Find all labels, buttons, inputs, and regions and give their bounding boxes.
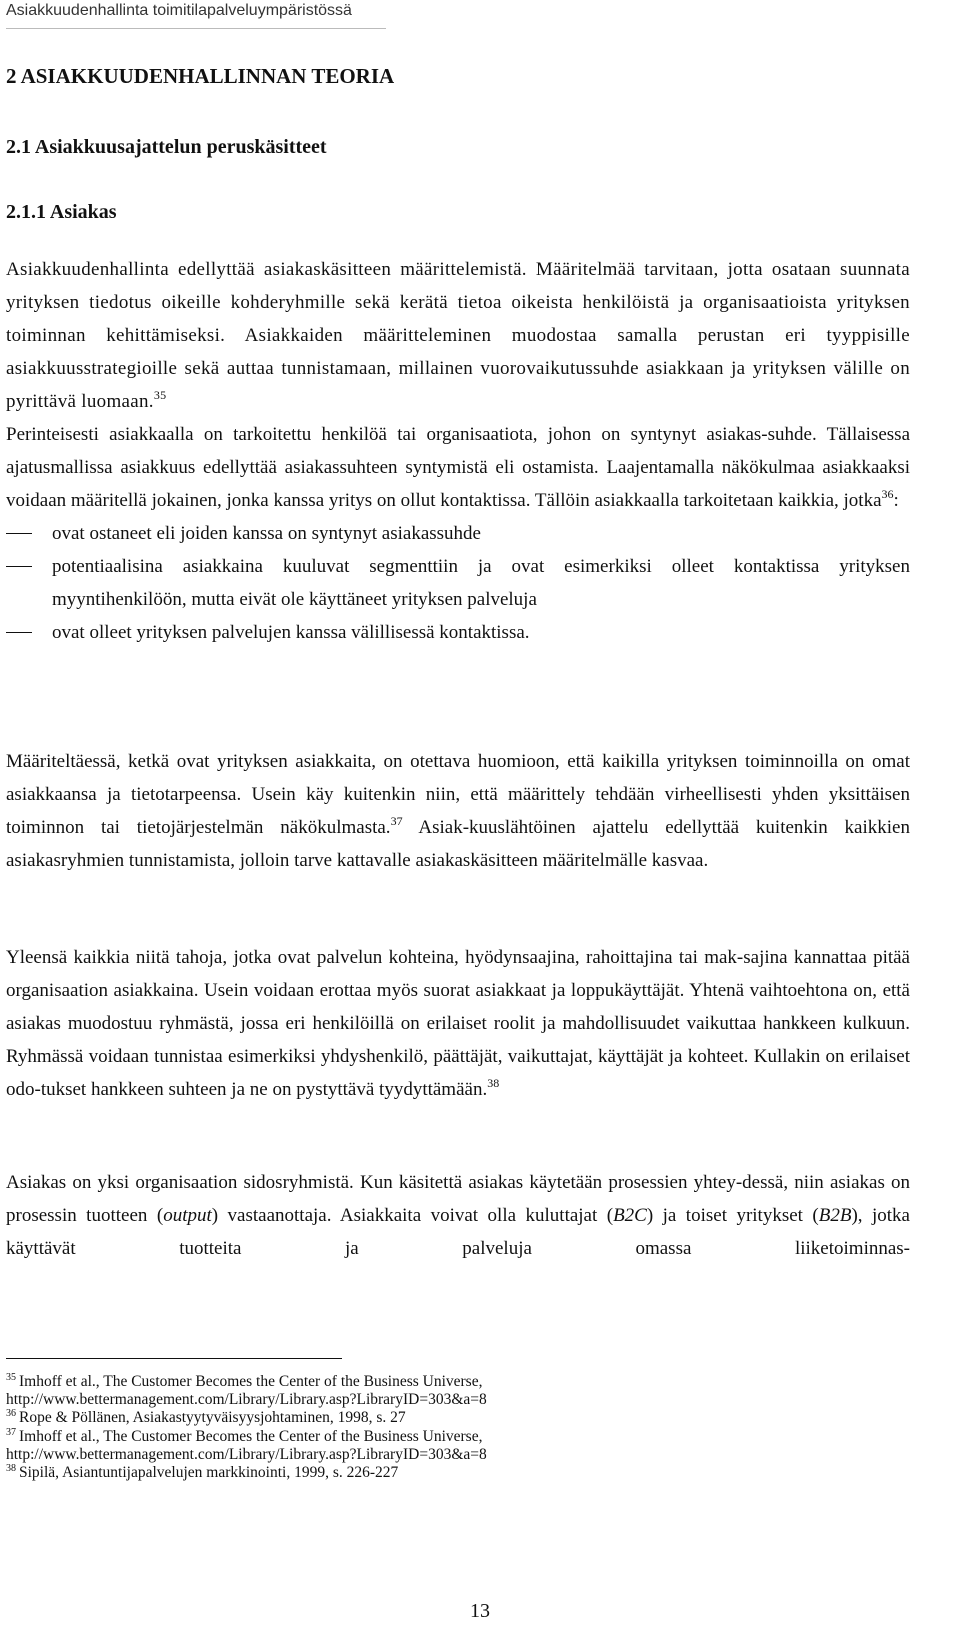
footnote-number: 38 [6, 1463, 16, 1475]
dash-bullet-icon [6, 533, 32, 534]
term-b2c: B2C [613, 1205, 647, 1226]
footnote-text: Imhoff et al., The Customer Becomes the Center of the Business Universe, [19, 1427, 483, 1445]
page-number: 13 [470, 1600, 490, 1622]
bullet-list [6, 517, 910, 649]
footnote-continuation [6, 1391, 906, 1409]
paragraph-group-customer-definition [6, 253, 910, 649]
paragraph-text: Asiak-kuuslähtöinen ajattelu edellyttää kuitenkin kaikkien asiakasryhmien tunnistamista, jolloin tarve kattavalle asiakaskäsitteen määritelmälle kasvaa. [6, 817, 910, 871]
running-header: Asiakkuudenhallinta toimitilapalveluympäristössä [6, 2, 352, 19]
list-item [6, 616, 910, 649]
footnote [6, 1464, 906, 1482]
footnote-text: Sipilä, Asiantuntijapalvelujen markkinointi, 1999, s. 226-227 [19, 1464, 399, 1482]
subsection-heading: 2.1.1 Asiakas [6, 201, 117, 223]
footnotes [6, 1373, 906, 1482]
header-divider [6, 28, 386, 29]
footnote-url: http://www.bettermanagement.com/Library/Library.asp?LibraryID=303&a=8 [6, 1445, 487, 1463]
footnote [6, 1428, 906, 1446]
footnote [6, 1409, 906, 1427]
footnote-continuation [6, 1446, 906, 1464]
paragraph-text: : [893, 490, 899, 511]
list-item-text: ovat olleet yrityksen palvelujen kanssa välillisessä kontaktissa. [52, 622, 530, 643]
paragraph-text: ) ja toiset yritykset ( [646, 1205, 819, 1226]
paragraph [6, 253, 910, 418]
footnote-number: 35 [6, 1372, 16, 1383]
list-item-text: potentiaalisina asiakkaina kuuluvat segmenttiin ja ovat esimerkiksi olleet kontaktissa yrityksen myyntihenkilöön, mutta eivät ole käyttäneet yrityksen palveluja [52, 556, 910, 610]
term-b2b: B2B [818, 1205, 852, 1226]
footnote-divider [6, 1358, 342, 1359]
footnote-text: Imhoff et al., The Customer Becomes the Center of the Business Universe, [19, 1373, 483, 1390]
footnote-url: http://www.bettermanagement.com/Library/Library.asp?LibraryID=303&a=8 [6, 1391, 487, 1409]
list-item [6, 550, 910, 616]
footnote-reference: 36 [881, 487, 894, 501]
footnote [6, 1373, 906, 1391]
paragraph-text: Yleensä kaikkia niitä tahoja, jotka ovat palvelun kohteina, hyödynsaajina, rahoittajina tai mak-sajina kannattaa pitää organisaation asiakkaina. Usein voidaan erottaa myös suorat asiakkaat ja loppukäyttäjät. Yhtenä vaihtoehtona on, että asiakas muodostuu ryhmästä, jossa eri henkilöillä on erilaiset roolit ja mahdollisuudet vaikuttaa hankkeen kulkuun. Ryhmässä voidaan tunnistaa esimerkiksi yhdyshenkilö, päättäjät, vaikuttajat, käyttäjät ja kohteet. Kullakin on erilaiset odo-tukset hankkeen suhteen ja ne on pystyttävä tyydyttämään. [6, 947, 910, 1100]
paragraph-text: ) vastaanottaja. Asiakkaita voivat olla kuluttajat ( [211, 1205, 614, 1226]
paragraph-text: ), jotka käyttävät tuotteita ja palveluja omassa liiketoiminnas- [6, 1205, 910, 1259]
section-heading: 2.1 Asiakkuusajattelun peruskäsitteet [6, 136, 327, 158]
paragraph-text: Määriteltäessä, ketkä ovat yrityksen asiakkaita, on otettava huomioon, että kaikilla yrityksen toiminnoilla on omat asiakkaansa ja tietotarpeensa. Usein käy kuitenkin niin, että määrittely tehdään virheellisesti yhden yksittäisen toiminnon tai tietojärjestelmän näkökulmasta. [6, 751, 910, 838]
paragraph [6, 1166, 910, 1265]
paragraph-text: Asiakas on yksi organisaation sidosryhmistä. Kun käsitettä asiakas käytetään prosessien yhtey-dessä, niin asiakas on prosessin tuotteen ( [6, 1172, 910, 1226]
footnote-number: 37 [6, 1426, 16, 1438]
chapter-heading: 2 ASIAKKUUDENHALLINNAN TEORIA [6, 64, 395, 88]
footnote-number: 36 [6, 1408, 16, 1420]
paragraph [6, 941, 910, 1106]
paragraph-text: Asiakkuudenhallinta edellyttää asiakaskäsitteen määrittelemistä. Määritelmää tarvitaan, jotta osataan suunnata yrityksen tiedotus oikeille kohderyhmille sekä kerätä tietoa oikeista henkilöistä ja organisaatioista yrityksen toiminnan kehittämiseksi. Asiakkaiden määritteleminen muodostaa samalla perustan eri tyyppisille asiakkuusstrategioille sekä auttaa tunnistamaan, millainen vuorovaikutussuhde asiakkaan ja yrityksen välille on pyrittävä luomaan. [6, 259, 910, 412]
footnote-reference: 35 [153, 388, 167, 402]
term-output: output [163, 1205, 212, 1226]
dash-bullet-icon [6, 566, 32, 567]
paragraph-text: Perinteisesti asiakkaalla on tarkoitettu henkilöä tai organisaatiota, johon on syntynyt asiakas-suhde. Tällaisessa ajatusmallissa asiakkuus edellyttää asiakassuhteen syntymistä eli ostamista. Laajentamalla näkökulmaa asiakkaaksi voidaan määritellä jokainen, jonka kanssa yritys on ollut kontaktissa. Tällöin asiakkaalla tarkoitetaan kaikkia, jotka [6, 424, 910, 511]
paragraph [6, 418, 910, 517]
paragraph [6, 745, 910, 877]
footnote-text: Rope & Pöllänen, Asiakastyytyväisyysjohtaminen, 1998, s. 27 [19, 1409, 406, 1427]
footnote-reference: 37 [390, 814, 403, 828]
dash-bullet-icon [6, 632, 32, 633]
footnote-reference: 38 [487, 1076, 500, 1090]
list-item [6, 517, 910, 550]
list-item-text: ovat ostaneet eli joiden kanssa on syntynyt asiakassuhde [52, 523, 481, 544]
